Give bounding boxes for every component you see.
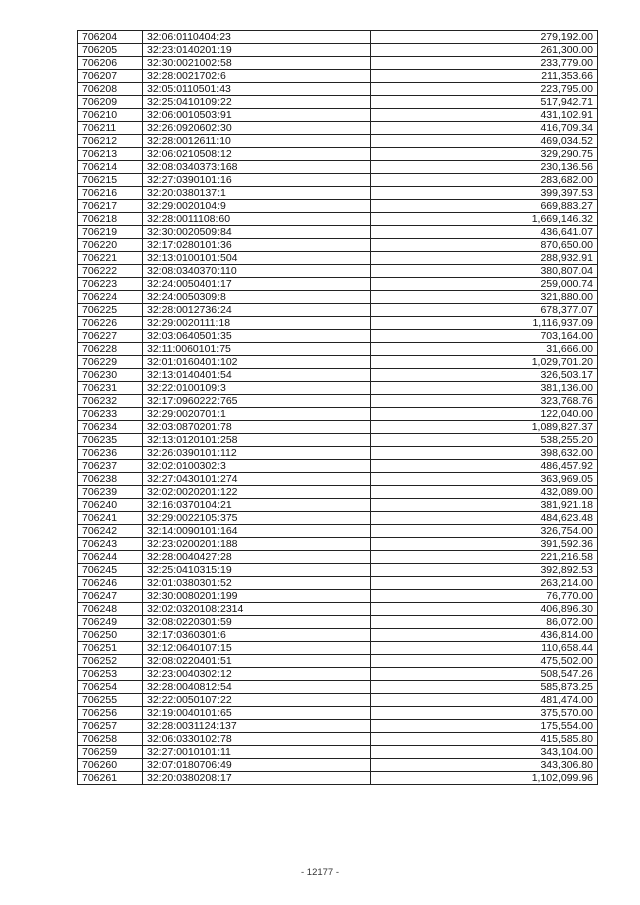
row-id-cell: 706250	[78, 629, 143, 642]
cadastral-number-cell: 32:06:0210508:12	[143, 148, 371, 161]
cadastral-number-cell: 32:28:0021702:6	[143, 70, 371, 83]
amount-cell: 283,682.00	[371, 174, 598, 187]
row-id-cell: 706258	[78, 733, 143, 746]
table-row	[78, 174, 598, 187]
table-row	[78, 356, 598, 369]
cadastral-number-cell: 32:17:0280101:36	[143, 239, 371, 252]
table-row	[78, 44, 598, 57]
cadastral-number-cell: 32:30:0021002:58	[143, 57, 371, 70]
amount-cell: 233,779.00	[371, 57, 598, 70]
table-row	[78, 369, 598, 382]
table-row	[78, 343, 598, 356]
row-id-cell: 706223	[78, 278, 143, 291]
row-id-cell: 706252	[78, 655, 143, 668]
amount-cell: 288,932.91	[371, 252, 598, 265]
cadastral-number-cell: 32:26:0920602:30	[143, 122, 371, 135]
amount-cell: 406,896.30	[371, 603, 598, 616]
amount-cell: 259,000.74	[371, 278, 598, 291]
amount-cell: 1,669,146.32	[371, 213, 598, 226]
amount-cell: 436,814.00	[371, 629, 598, 642]
row-id-cell: 706261	[78, 772, 143, 785]
table-row	[78, 434, 598, 447]
amount-cell: 517,942.71	[371, 96, 598, 109]
table-row	[78, 538, 598, 551]
amount-cell: 1,102,099.96	[371, 772, 598, 785]
amount-cell: 375,570.00	[371, 707, 598, 720]
table-row	[78, 447, 598, 460]
row-id-cell: 706225	[78, 304, 143, 317]
table-row	[78, 460, 598, 473]
cadastral-number-cell: 32:06:0010503:91	[143, 109, 371, 122]
row-id-cell: 706253	[78, 668, 143, 681]
cadastral-number-cell: 32:26:0390101:112	[143, 447, 371, 460]
row-id-cell: 706217	[78, 200, 143, 213]
cadastral-number-cell: 32:27:0010101:11	[143, 746, 371, 759]
row-id-cell: 706240	[78, 499, 143, 512]
row-id-cell: 706222	[78, 265, 143, 278]
amount-cell: 398,632.00	[371, 447, 598, 460]
cadastral-number-cell: 32:08:0340373:168	[143, 161, 371, 174]
cadastral-number-cell: 32:17:0360301:6	[143, 629, 371, 642]
table-row	[78, 265, 598, 278]
table-row	[78, 564, 598, 577]
row-id-cell: 706226	[78, 317, 143, 330]
table-row	[78, 96, 598, 109]
row-id-cell: 706204	[78, 31, 143, 44]
cadastral-number-cell: 32:22:0050107:22	[143, 694, 371, 707]
cadastral-number-cell: 32:03:0870201:78	[143, 421, 371, 434]
table-row	[78, 161, 598, 174]
table-row	[78, 759, 598, 772]
cadastral-number-cell: 32:27:0430101:274	[143, 473, 371, 486]
row-id-cell: 706216	[78, 187, 143, 200]
table-row	[78, 525, 598, 538]
amount-cell: 223,795.00	[371, 83, 598, 96]
row-id-cell: 706220	[78, 239, 143, 252]
table-row	[78, 577, 598, 590]
table-row	[78, 668, 598, 681]
amount-cell: 381,136.00	[371, 382, 598, 395]
amount-cell: 329,290.75	[371, 148, 598, 161]
table-row	[78, 486, 598, 499]
table-row	[78, 213, 598, 226]
cadastral-number-cell: 32:30:0020509:84	[143, 226, 371, 239]
cadastral-number-cell: 32:08:0220401:51	[143, 655, 371, 668]
table-row	[78, 330, 598, 343]
row-id-cell: 706208	[78, 83, 143, 96]
row-id-cell: 706210	[78, 109, 143, 122]
cadastral-number-cell: 32:20:0380208:17	[143, 772, 371, 785]
amount-cell: 585,873.25	[371, 681, 598, 694]
row-id-cell: 706211	[78, 122, 143, 135]
amount-cell: 175,554.00	[371, 720, 598, 733]
table-row	[78, 603, 598, 616]
amount-cell: 326,503.17	[371, 369, 598, 382]
cadastral-number-cell: 32:25:0410109:22	[143, 96, 371, 109]
cadastral-number-cell: 32:02:0020201:122	[143, 486, 371, 499]
cadastral-number-cell: 32:13:0140401:54	[143, 369, 371, 382]
cadastral-number-cell: 32:30:0080201:199	[143, 590, 371, 603]
row-id-cell: 706251	[78, 642, 143, 655]
amount-cell: 436,641.07	[371, 226, 598, 239]
amount-cell: 76,770.00	[371, 590, 598, 603]
row-id-cell: 706221	[78, 252, 143, 265]
cadastral-number-cell: 32:19:0040101:65	[143, 707, 371, 720]
amount-cell: 486,457.92	[371, 460, 598, 473]
amount-cell: 326,754.00	[371, 525, 598, 538]
table-row	[78, 590, 598, 603]
cadastral-number-cell: 32:03:0640501:35	[143, 330, 371, 343]
cadastral-number-cell: 32:14:0090101:164	[143, 525, 371, 538]
cadastral-number-cell: 32:13:0100101:504	[143, 252, 371, 265]
cadastral-number-cell: 32:25:0410315:19	[143, 564, 371, 577]
table-row	[78, 707, 598, 720]
cadastral-number-cell: 32:01:0160401:102	[143, 356, 371, 369]
cadastral-number-cell: 32:08:0220301:59	[143, 616, 371, 629]
row-id-cell: 706228	[78, 343, 143, 356]
row-id-cell: 706239	[78, 486, 143, 499]
row-id-cell: 706245	[78, 564, 143, 577]
cadastral-number-cell: 32:29:0020104:9	[143, 200, 371, 213]
table-row	[78, 70, 598, 83]
records-body	[78, 31, 598, 785]
row-id-cell: 706218	[78, 213, 143, 226]
row-id-cell: 706246	[78, 577, 143, 590]
row-id-cell: 706256	[78, 707, 143, 720]
cadastral-number-cell: 32:24:0050309:8	[143, 291, 371, 304]
table-row	[78, 616, 598, 629]
cadastral-number-cell: 32:08:0340370:110	[143, 265, 371, 278]
amount-cell: 431,102.91	[371, 109, 598, 122]
amount-cell: 31,666.00	[371, 343, 598, 356]
amount-cell: 221,216.58	[371, 551, 598, 564]
amount-cell: 230,136.56	[371, 161, 598, 174]
table-row	[78, 252, 598, 265]
cadastral-number-cell: 32:06:0110404:23	[143, 31, 371, 44]
amount-cell: 416,709.34	[371, 122, 598, 135]
amount-cell: 508,547.26	[371, 668, 598, 681]
amount-cell: 261,300.00	[371, 44, 598, 57]
row-id-cell: 706244	[78, 551, 143, 564]
table-row	[78, 551, 598, 564]
row-id-cell: 706235	[78, 434, 143, 447]
row-id-cell: 706233	[78, 408, 143, 421]
row-id-cell: 706242	[78, 525, 143, 538]
amount-cell: 86,072.00	[371, 616, 598, 629]
row-id-cell: 706260	[78, 759, 143, 772]
amount-cell: 1,089,827.37	[371, 421, 598, 434]
cadastral-number-cell: 32:16:0370104:21	[143, 499, 371, 512]
table-row	[78, 720, 598, 733]
amount-cell: 363,969.05	[371, 473, 598, 486]
table-row	[78, 239, 598, 252]
row-id-cell: 706214	[78, 161, 143, 174]
amount-cell: 538,255.20	[371, 434, 598, 447]
amount-cell: 279,192.00	[371, 31, 598, 44]
amount-cell: 343,306.80	[371, 759, 598, 772]
amount-cell: 678,377.07	[371, 304, 598, 317]
amount-cell: 321,880.00	[371, 291, 598, 304]
row-id-cell: 706248	[78, 603, 143, 616]
cadastral-number-cell: 32:22:0100109:3	[143, 382, 371, 395]
amount-cell: 381,921.18	[371, 499, 598, 512]
cadastral-number-cell: 32:24:0050401:17	[143, 278, 371, 291]
amount-cell: 211,353.66	[371, 70, 598, 83]
amount-cell: 380,807.04	[371, 265, 598, 278]
amount-cell: 391,592.36	[371, 538, 598, 551]
row-id-cell: 706205	[78, 44, 143, 57]
amount-cell: 432,089.00	[371, 486, 598, 499]
row-id-cell: 706206	[78, 57, 143, 70]
table-row	[78, 109, 598, 122]
cadastral-number-cell: 32:29:0022105:375	[143, 512, 371, 525]
table-row	[78, 421, 598, 434]
table-row	[78, 512, 598, 525]
table-row	[78, 382, 598, 395]
amount-cell: 870,650.00	[371, 239, 598, 252]
cadastral-number-cell: 32:29:0020701:1	[143, 408, 371, 421]
row-id-cell: 706234	[78, 421, 143, 434]
table-row	[78, 681, 598, 694]
amount-cell: 669,883.27	[371, 200, 598, 213]
table-row	[78, 395, 598, 408]
row-id-cell: 706243	[78, 538, 143, 551]
table-row	[78, 733, 598, 746]
table-row	[78, 694, 598, 707]
cadastral-number-cell: 32:17:0960222:765	[143, 395, 371, 408]
row-id-cell: 706219	[78, 226, 143, 239]
cadastral-number-cell: 32:11:0060101:75	[143, 343, 371, 356]
amount-cell: 323,768.76	[371, 395, 598, 408]
row-id-cell: 706259	[78, 746, 143, 759]
table-row	[78, 291, 598, 304]
table-row	[78, 629, 598, 642]
table-row	[78, 642, 598, 655]
row-id-cell: 706255	[78, 694, 143, 707]
cadastral-number-cell: 32:28:0012611:10	[143, 135, 371, 148]
cadastral-number-cell: 32:02:0320108:2314	[143, 603, 371, 616]
table-row	[78, 135, 598, 148]
cadastral-number-cell: 32:07:0180706:49	[143, 759, 371, 772]
table-row	[78, 148, 598, 161]
table-row	[78, 122, 598, 135]
row-id-cell: 706229	[78, 356, 143, 369]
amount-cell: 415,585.80	[371, 733, 598, 746]
table-row	[78, 57, 598, 70]
cadastral-number-cell: 32:13:0120101:258	[143, 434, 371, 447]
amount-cell: 263,214.00	[371, 577, 598, 590]
cadastral-number-cell: 32:02:0100302:3	[143, 460, 371, 473]
cadastral-number-cell: 32:28:0040812:54	[143, 681, 371, 694]
table-row	[78, 473, 598, 486]
cadastral-number-cell: 32:01:0380301:52	[143, 577, 371, 590]
amount-cell: 110,658.44	[371, 642, 598, 655]
row-id-cell: 706227	[78, 330, 143, 343]
row-id-cell: 706230	[78, 369, 143, 382]
table-row	[78, 746, 598, 759]
table-row	[78, 83, 598, 96]
row-id-cell: 706237	[78, 460, 143, 473]
table-row	[78, 655, 598, 668]
row-id-cell: 706232	[78, 395, 143, 408]
row-id-cell: 706213	[78, 148, 143, 161]
row-id-cell: 706212	[78, 135, 143, 148]
row-id-cell: 706207	[78, 70, 143, 83]
table-row	[78, 499, 598, 512]
table-row	[78, 31, 598, 44]
row-id-cell: 706257	[78, 720, 143, 733]
table-row	[78, 772, 598, 785]
row-id-cell: 706224	[78, 291, 143, 304]
amount-cell: 122,040.00	[371, 408, 598, 421]
cadastral-number-cell: 32:06:0330102:78	[143, 733, 371, 746]
cadastral-number-cell: 32:12:0640107:15	[143, 642, 371, 655]
table-row	[78, 226, 598, 239]
cadastral-number-cell: 32:28:0040427:28	[143, 551, 371, 564]
amount-cell: 703,164.00	[371, 330, 598, 343]
cadastral-number-cell: 32:20:0380137:1	[143, 187, 371, 200]
table-row	[78, 408, 598, 421]
amount-cell: 481,474.00	[371, 694, 598, 707]
cadastral-number-cell: 32:23:0040302:12	[143, 668, 371, 681]
table-row	[78, 187, 598, 200]
row-id-cell: 706249	[78, 616, 143, 629]
row-id-cell: 706209	[78, 96, 143, 109]
amount-cell: 399,397.53	[371, 187, 598, 200]
table-row	[78, 278, 598, 291]
cadastral-number-cell: 32:05:0110501:43	[143, 83, 371, 96]
table-row	[78, 317, 598, 330]
row-id-cell: 706241	[78, 512, 143, 525]
cadastral-number-cell: 32:28:0012736:24	[143, 304, 371, 317]
cadastral-number-cell: 32:28:0011108:60	[143, 213, 371, 226]
cadastral-number-cell: 32:23:0140201:19	[143, 44, 371, 57]
table-row	[78, 304, 598, 317]
records-table	[77, 30, 598, 785]
row-id-cell: 706254	[78, 681, 143, 694]
page-number: - 12177 -	[300, 867, 340, 878]
amount-cell: 469,034.52	[371, 135, 598, 148]
cadastral-number-cell: 32:27:0390101:16	[143, 174, 371, 187]
cadastral-number-cell: 32:29:0020111:18	[143, 317, 371, 330]
row-id-cell: 706238	[78, 473, 143, 486]
row-id-cell: 706231	[78, 382, 143, 395]
table-row	[78, 200, 598, 213]
amount-cell: 484,623.48	[371, 512, 598, 525]
amount-cell: 392,892.53	[371, 564, 598, 577]
amount-cell: 1,029,701.20	[371, 356, 598, 369]
amount-cell: 475,502.00	[371, 655, 598, 668]
row-id-cell: 706215	[78, 174, 143, 187]
amount-cell: 343,104.00	[371, 746, 598, 759]
amount-cell: 1,116,937.09	[371, 317, 598, 330]
cadastral-number-cell: 32:28:0031124:137	[143, 720, 371, 733]
row-id-cell: 706236	[78, 447, 143, 460]
cadastral-number-cell: 32:23:0200201:188	[143, 538, 371, 551]
row-id-cell: 706247	[78, 590, 143, 603]
